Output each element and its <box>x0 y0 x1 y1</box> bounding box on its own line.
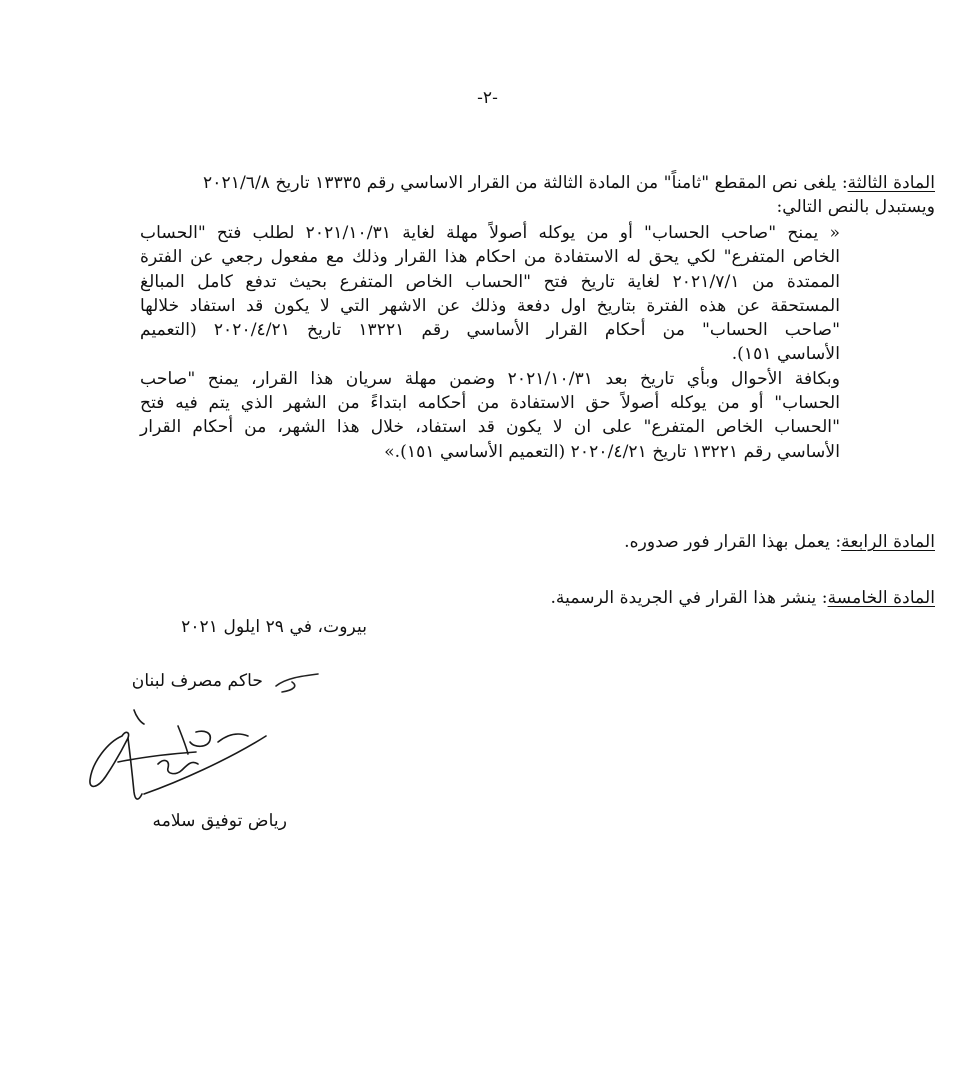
article-3-heading: المادة الثالثة <box>847 173 935 193</box>
article-3-line-1 <box>140 171 935 195</box>
handwritten-signature-icon <box>78 702 278 812</box>
page-number: -٢- <box>477 88 498 108</box>
quote-line: الحساب" أو من يوكله أصولاً حق الاستفادة من أحكامه ابتداءً من الشهر الذي يتم فيه فتح <box>140 393 840 414</box>
quoted-replacement-text <box>140 221 840 464</box>
signatory-title: حاكم مصرف لبنان <box>131 671 263 691</box>
place-and-date: بيروت، في ٢٩ ايلول ٢٠٢١ <box>181 617 367 637</box>
quote-line: "صاحب الحساب" من أحكام القرار الأساسي رقم ١٣٢٢١ تاريخ ٢٠٢٠/٤/٢١ (التعميم <box>140 320 840 341</box>
article-3-text: : يلغى نص المقطع "ثامناً" من المادة الثالثة من القرار الاساسي رقم ١٣٣٣٥ تاريخ ٢٠٢١/٦/٨ <box>203 173 848 193</box>
quote-line: الممتدة من ٢٠٢١/٧/١ لغاية تاريخ فتح "الحساب الخاص المتفرع بحيث تدفع كامل المبالغ <box>140 271 840 292</box>
quote-line: الأساسي ١٥١). <box>731 344 840 365</box>
article-5-heading: المادة الخامسة <box>827 588 935 608</box>
article-3-line-2: ويستبدل بالنص التالي: <box>776 197 935 218</box>
initial-mark-icon <box>272 672 322 694</box>
quote-line: وبكافة الأحوال وبأي تاريخ بعد ٢٠٢١/١٠/٣١ وضمن مهلة سريان هذا القرار، يمنح "صاحب <box>140 368 840 389</box>
article-5-text: : ينشر هذا القرار في الجريدة الرسمية. <box>550 588 828 608</box>
quote-line: الأساسي رقم ١٣٢٢١ تاريخ ٢٠٢٠/٤/٢١ (التعميم الأساسي ١٥١).» <box>384 441 840 462</box>
signatory-name: رياض توفيق سلامه <box>152 811 287 831</box>
article-4-text: : يعمل بهذا القرار فور صدوره. <box>624 532 842 552</box>
quote-line: الخاص المتفرع" لكي يحق له الاستفادة من احكام هذا القرار وذلك مع مفعول رجعي عن الفترة <box>140 247 840 268</box>
quote-line: المستحقة عن هذه الفترة بتاريخ اول دفعة وذلك عن الاشهر التي لا يكون قد استفاد خلالها <box>140 295 840 316</box>
quote-line: "الحساب الخاص المتفرع" على ان لا يكون قد استفاد، خلال هذا الشهر، من أحكام القرار <box>140 417 840 438</box>
article-5 <box>550 588 935 608</box>
article-4-heading: المادة الرابعة <box>841 532 935 552</box>
article-3 <box>140 171 935 220</box>
quote-line: « يمنح "صاحب الحساب" أو من يوكله أصولاً مهلة لغاية ٢٠٢١/١٠/٣١ لطلب فتح "الحساب <box>140 223 840 243</box>
article-4 <box>624 532 935 552</box>
